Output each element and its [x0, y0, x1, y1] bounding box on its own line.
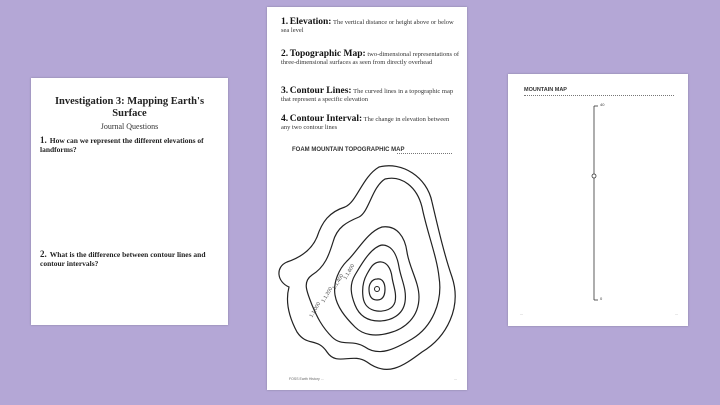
contour-line-4	[351, 245, 405, 321]
question-2	[40, 250, 216, 268]
vocabulary-map-page	[267, 7, 467, 390]
title-rule	[524, 95, 674, 96]
journal-questions-page	[31, 78, 228, 325]
definition-text: The curved lines in a topographic map that represent a specific elevation	[281, 88, 454, 103]
definition-1	[281, 18, 459, 35]
footer-right: ...	[454, 377, 457, 381]
title-rule	[397, 153, 452, 154]
mountain-map-title: MOUNTAIN MAP	[524, 87, 567, 93]
question-number: 2.	[40, 249, 47, 259]
definition-4	[281, 115, 459, 132]
footer-right: ...	[675, 312, 678, 316]
contour-line-5	[363, 262, 396, 311]
elevation-scale	[588, 102, 608, 302]
footer-left: FOSS Earth History ...	[289, 377, 324, 381]
contour-line-outer	[279, 166, 455, 370]
scale-top-label: 40	[600, 102, 605, 107]
scale-marker	[592, 174, 596, 178]
question-text: What is the difference between contour lines and contour intervals?	[40, 250, 206, 268]
question-number: 1.	[40, 135, 47, 145]
contour-line-inner	[369, 279, 385, 300]
contour-label: 1.1,600	[342, 263, 357, 281]
contour-label: 1.1,400	[331, 273, 346, 291]
definition-number: 4.	[281, 114, 289, 124]
topographic-map-title: FOAM MOUNTAIN TOPOGRAPHIC MAP	[292, 147, 405, 153]
definition-number: 3.	[281, 86, 289, 96]
definition-term: Elevation:	[289, 17, 332, 27]
question-1	[40, 136, 216, 154]
definition-term: Contour Lines:	[289, 86, 352, 96]
definition-number: 2.	[281, 49, 289, 59]
definition-term: Contour Interval:	[289, 114, 363, 124]
mountain-map-page	[508, 74, 688, 326]
journal-subtitle: Journal Questions	[100, 122, 159, 131]
contour-label: 1.1,200	[320, 286, 335, 304]
definition-2	[281, 50, 459, 67]
definition-text: two-dimensional representations of three-dimensional surfaces as seen from directly overhead	[281, 51, 460, 66]
definition-term: Topographic Map:	[289, 49, 366, 59]
definition-text: The vertical distance or height above or below sea level	[281, 19, 454, 34]
scale-bottom-label: 0	[600, 296, 603, 301]
footer-left: ...	[520, 312, 523, 316]
contour-label: 1.1,000	[308, 301, 323, 319]
definition-number: 1.	[281, 17, 289, 27]
contour-map	[267, 157, 467, 397]
definition-text: The change in elevation between any two contour lines	[281, 116, 450, 131]
definition-3	[281, 87, 459, 104]
summit-marker	[375, 287, 380, 292]
investigation-title: Investigation 3: Mapping Earth's Surface	[54, 96, 205, 119]
question-text: How can we represent the different elevations of landforms?	[40, 136, 204, 154]
